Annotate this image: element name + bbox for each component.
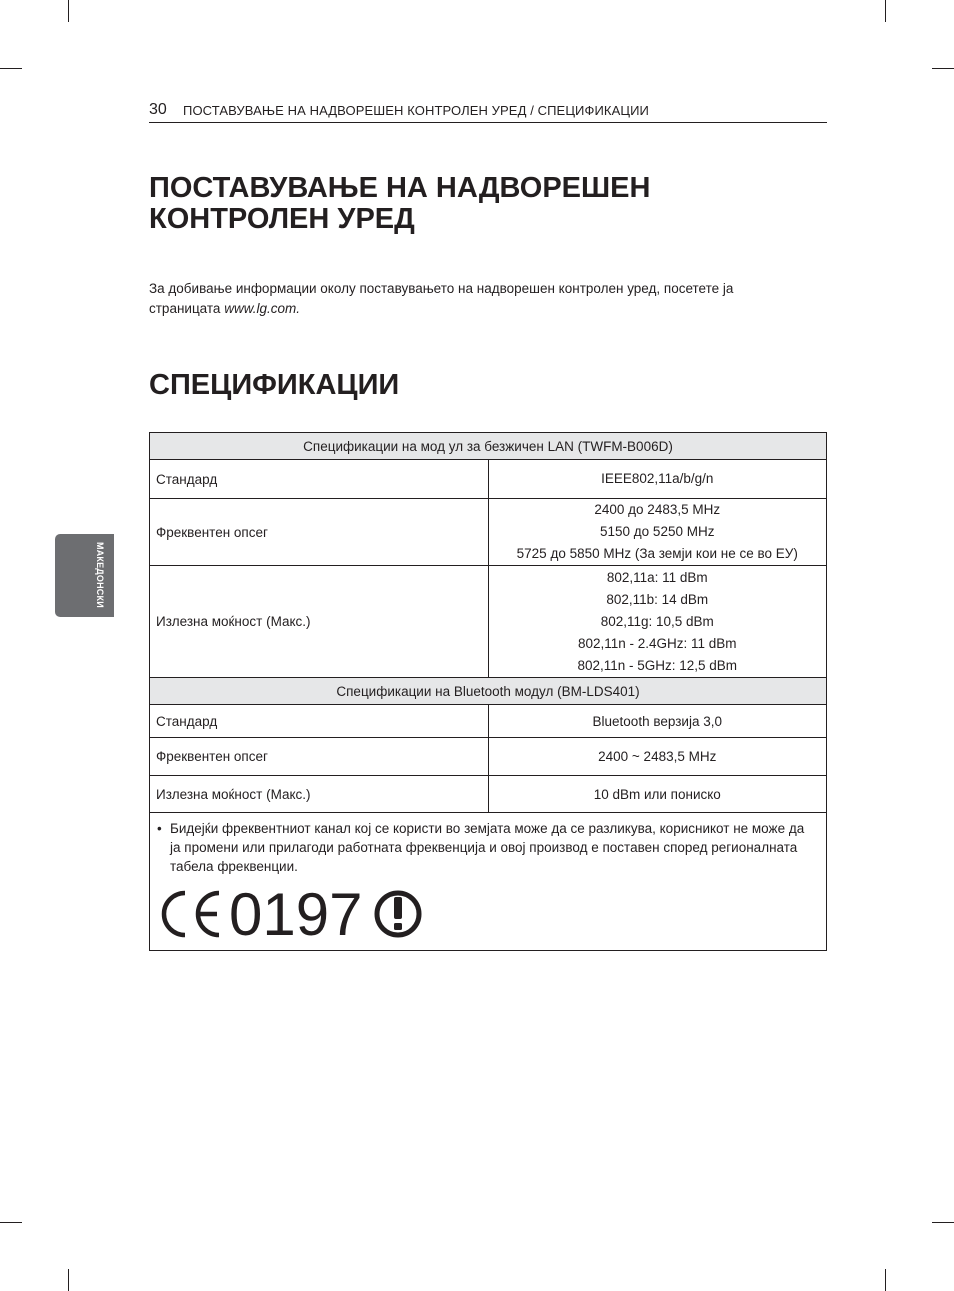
row-value: Bluetooth верзија 3,0: [488, 705, 827, 738]
bluetooth-section-header: Спецификации на Bluetooth модул (BM-LDS401): [150, 678, 827, 705]
row-label: Стандард: [150, 705, 489, 738]
page-header: [149, 100, 827, 123]
crop-mark: [932, 1222, 954, 1223]
crop-mark: [0, 68, 22, 69]
crop-mark: [68, 0, 69, 22]
row-value: 10 dBm или пониско: [488, 776, 827, 813]
specifications-table: [149, 432, 827, 951]
row-label: Излезна моќност (Макс.): [150, 776, 489, 813]
crop-mark: [932, 68, 954, 69]
lan-section-header: Спецификации на мод ул за безжичен LAN (TWFM-B006D): [150, 433, 827, 460]
row-value: [488, 499, 827, 566]
page-number: 30: [149, 101, 167, 118]
row-value: [488, 460, 827, 499]
compliance-marks-svg: [157, 886, 427, 942]
intro-text: За добивање информации околу поставувањето на надворешен контролен уред, посетете ја страницата: [149, 281, 734, 316]
crop-mark: [885, 1269, 886, 1291]
alert-mark-icon: [377, 893, 419, 935]
ce-mark-icon: [164, 893, 219, 935]
row-label: Фреквентен опсег: [150, 499, 489, 566]
running-title: ПОСТАВУВАЊЕ НА НАДВОРЕШЕН КОНТРОЛЕН УРЕД / СПЕЦИФИКАЦИИ: [183, 103, 649, 118]
note-text: • Бидејќи фреквентниот канал кој се користи во земјата може да се разликува, корисникот не може да ја промени или прилагоди работната фреквенција и овој производ е поставен според регионалната табела фреквенции.: [157, 819, 818, 876]
row-label: Фреквентен опсег: [150, 738, 489, 776]
table-row: [150, 705, 827, 738]
row-value: [488, 566, 827, 678]
value-line: IEEE802,11a/b/g/n: [601, 471, 714, 486]
value-line: 5150 до 5250 MHz: [600, 524, 715, 539]
value-line: 802,11b: 14 dBm: [606, 591, 709, 607]
table-row: [150, 499, 827, 566]
row-label: Излезна моќност (Макс.): [150, 566, 489, 678]
compliance-marks: [157, 886, 818, 940]
row-label: Стандард: [150, 460, 489, 499]
notified-body-number: 0197: [229, 886, 363, 942]
note-cell: [150, 813, 827, 951]
specifications-heading: СПЕЦИФИКАЦИИ: [149, 369, 400, 401]
value-line: 802,11n - 5GHz: 12,5 dBm: [577, 657, 738, 673]
crop-mark: [885, 0, 886, 22]
table-section-header: [150, 678, 827, 705]
crop-mark: [68, 1269, 69, 1291]
language-tab: [55, 534, 114, 617]
row-value: 2400 ~ 2483,5 MHz: [488, 738, 827, 776]
value-line: 802,11n - 2.4GHz: 11 dBm: [577, 635, 737, 651]
language-tab-label: МАКЕДОНСКИ: [95, 542, 105, 608]
crop-mark: [0, 1222, 22, 1223]
table-row: [150, 738, 827, 776]
website-link[interactable]: www.lg.com.: [224, 301, 300, 316]
page-title: ПОСТАВУВАЊЕ НА НАДВОРЕШЕН КОНТРОЛЕН УРЕД: [149, 172, 651, 235]
value-line: 802,11a: 11 dBm: [606, 569, 708, 585]
table-note-row: [150, 813, 827, 951]
table-row: [150, 460, 827, 499]
value-line: 5725 до 5850 MHz (За земји кои не се во ЕУ): [516, 546, 798, 561]
value-line: 802,11g: 10,5 dBm: [600, 613, 714, 629]
table-row: [150, 566, 827, 678]
value-line: 2400 до 2483,5 MHz: [594, 502, 721, 517]
table-section-header: [150, 433, 827, 460]
intro-paragraph: [149, 279, 799, 319]
table-row: [150, 776, 827, 813]
